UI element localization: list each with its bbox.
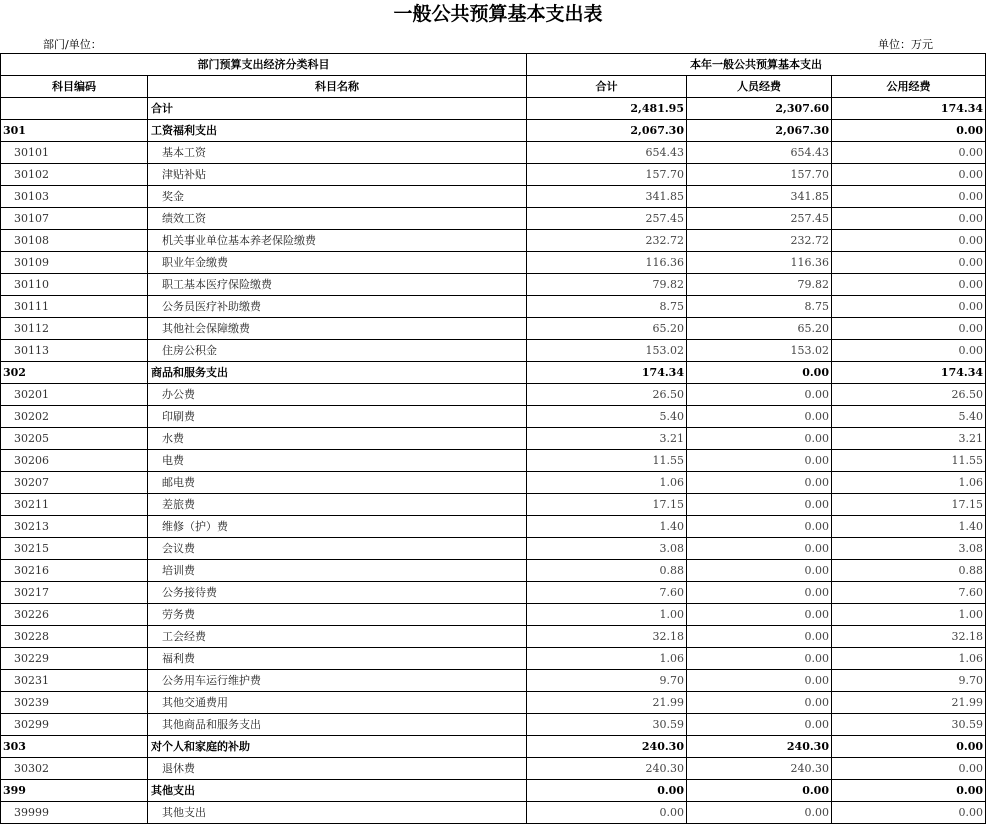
row-personnel: 79.82 [687,274,832,296]
row-name: 劳务费 [148,604,527,626]
row-code: 302 [1,362,148,384]
table-row [1,582,986,604]
row-code: 30302 [1,758,148,780]
row-code: 301 [1,120,148,142]
table-row [1,252,986,274]
row-total: 30.59 [527,714,687,736]
row-code: 30107 [1,208,148,230]
row-name: 合计 [148,98,527,120]
table-row [1,758,986,780]
table-row [1,538,986,560]
row-personnel: 0.00 [687,648,832,670]
row-personnel: 232.72 [687,230,832,252]
row-total: 21.99 [527,692,687,714]
row-code: 30299 [1,714,148,736]
row-name: 会议费 [148,538,527,560]
row-total: 1.06 [527,472,687,494]
table-row [1,362,986,384]
row-personnel: 153.02 [687,340,832,362]
row-personnel: 0.00 [687,802,832,824]
row-name: 工会经费 [148,626,527,648]
row-code: 30110 [1,274,148,296]
row-code: 30216 [1,560,148,582]
row-total: 17.15 [527,494,687,516]
row-public: 3.08 [832,538,986,560]
row-personnel: 157.70 [687,164,832,186]
header-group-row [1,54,986,76]
row-personnel: 0.00 [687,560,832,582]
row-code: 30206 [1,450,148,472]
table-row [1,208,986,230]
table-row [1,186,986,208]
row-public: 0.00 [832,274,986,296]
row-personnel: 0.00 [687,516,832,538]
row-personnel: 0.00 [687,604,832,626]
table-row [1,802,986,824]
row-public: 30.59 [832,714,986,736]
row-public: 1.06 [832,648,986,670]
table-row [1,626,986,648]
row-name: 奖金 [148,186,527,208]
row-name: 办公费 [148,384,527,406]
row-public: 174.34 [832,98,986,120]
table-row [1,472,986,494]
row-public: 9.70 [832,670,986,692]
row-public: 0.00 [832,736,986,758]
row-name: 机关事业单位基本养老保险缴费 [148,230,527,252]
table-row [1,384,986,406]
row-total: 0.00 [527,780,687,802]
row-code: 30111 [1,296,148,318]
row-name: 公务用车运行维护费 [148,670,527,692]
row-total: 240.30 [527,758,687,780]
row-name: 其他社会保障缴费 [148,318,527,340]
row-total: 7.60 [527,582,687,604]
row-personnel: 0.00 [687,362,832,384]
row-code: 39999 [1,802,148,824]
row-name: 住房公积金 [148,340,527,362]
row-personnel: 0.00 [687,406,832,428]
department-label: 部门/单位： [43,38,102,51]
row-personnel: 65.20 [687,318,832,340]
table-row [1,428,986,450]
row-total: 3.08 [527,538,687,560]
row-public: 21.99 [832,692,986,714]
row-public: 0.00 [832,802,986,824]
row-personnel: 0.00 [687,450,832,472]
header-personnel: 人员经费 [687,76,832,98]
table-row [1,450,986,472]
row-personnel: 0.00 [687,472,832,494]
table-row [1,120,986,142]
row-public: 0.00 [832,186,986,208]
row-public: 26.50 [832,384,986,406]
table-body [1,98,986,824]
row-total: 8.75 [527,296,687,318]
row-personnel: 0.00 [687,538,832,560]
row-code: 30103 [1,186,148,208]
row-total: 0.00 [527,802,687,824]
row-personnel: 0.00 [687,384,832,406]
row-personnel: 654.43 [687,142,832,164]
row-name: 公务接待费 [148,582,527,604]
row-personnel: 0.00 [687,582,832,604]
row-name: 其他支出 [148,802,527,824]
row-total: 116.36 [527,252,687,274]
row-personnel: 240.30 [687,736,832,758]
header-annual-expenditure: 本年一般公共预算基本支出 [527,54,986,76]
row-code: 30229 [1,648,148,670]
row-code: 399 [1,780,148,802]
row-total: 240.30 [527,736,687,758]
row-code: 30211 [1,494,148,516]
row-personnel: 116.36 [687,252,832,274]
unit-label: 单位：万元 [878,38,933,51]
row-personnel: 0.00 [687,626,832,648]
row-name: 基本工资 [148,142,527,164]
table-row [1,692,986,714]
row-public: 32.18 [832,626,986,648]
row-public: 0.00 [832,780,986,802]
row-personnel: 0.00 [687,428,832,450]
row-public: 0.00 [832,120,986,142]
table-row [1,230,986,252]
header-column-row [1,76,986,98]
row-total: 11.55 [527,450,687,472]
row-code: 30101 [1,142,148,164]
row-name: 水费 [148,428,527,450]
table-row [1,494,986,516]
table-row [1,98,986,120]
table-row [1,164,986,186]
row-personnel: 2,307.60 [687,98,832,120]
row-total: 5.40 [527,406,687,428]
header-total: 合计 [527,76,687,98]
row-public: 3.21 [832,428,986,450]
row-name: 退休费 [148,758,527,780]
row-code: 30215 [1,538,148,560]
row-public: 0.00 [832,318,986,340]
table-header [1,54,986,98]
header-name: 科目名称 [148,76,527,98]
row-public: 0.00 [832,208,986,230]
table-row [1,274,986,296]
row-total: 1.00 [527,604,687,626]
header-public: 公用经费 [832,76,986,98]
row-code: 30228 [1,626,148,648]
table-row [1,780,986,802]
row-public: 1.40 [832,516,986,538]
table-row [1,648,986,670]
page-title: 一般公共预算基本支出表 [393,3,603,25]
row-public: 11.55 [832,450,986,472]
row-name: 维修（护）费 [148,516,527,538]
row-code: 30231 [1,670,148,692]
row-name: 职业年金缴费 [148,252,527,274]
row-public: 5.40 [832,406,986,428]
table-row [1,406,986,428]
row-total: 153.02 [527,340,687,362]
row-name: 邮电费 [148,472,527,494]
row-total: 174.34 [527,362,687,384]
row-name: 公务员医疗补助缴费 [148,296,527,318]
row-public: 174.34 [832,362,986,384]
row-total: 232.72 [527,230,687,252]
table-row [1,516,986,538]
table-row [1,318,986,340]
row-personnel: 341.85 [687,186,832,208]
table-row [1,142,986,164]
row-name: 工资福利支出 [148,120,527,142]
table-row [1,604,986,626]
row-code: 30108 [1,230,148,252]
row-personnel: 0.00 [687,692,832,714]
row-personnel: 8.75 [687,296,832,318]
row-public: 0.00 [832,252,986,274]
row-personnel: 257.45 [687,208,832,230]
table-row [1,296,986,318]
row-public: 17.15 [832,494,986,516]
row-total: 257.45 [527,208,687,230]
table-row [1,714,986,736]
row-name: 其他交通费用 [148,692,527,714]
row-code: 30213 [1,516,148,538]
row-name: 培训费 [148,560,527,582]
row-name: 职工基本医疗保险缴费 [148,274,527,296]
row-total: 654.43 [527,142,687,164]
row-total: 2,067.30 [527,120,687,142]
row-public: 0.00 [832,164,986,186]
row-code: 30102 [1,164,148,186]
row-total: 0.88 [527,560,687,582]
row-total: 341.85 [527,186,687,208]
row-public: 0.00 [832,230,986,252]
row-total: 9.70 [527,670,687,692]
row-personnel: 2,067.30 [687,120,832,142]
row-code: 30201 [1,384,148,406]
row-public: 0.88 [832,560,986,582]
row-code: 30207 [1,472,148,494]
row-code: 30109 [1,252,148,274]
row-code: 30112 [1,318,148,340]
row-name: 津贴补贴 [148,164,527,186]
row-total: 26.50 [527,384,687,406]
row-total: 32.18 [527,626,687,648]
header-economic-class: 部门预算支出经济分类科目 [1,54,527,76]
row-code: 30202 [1,406,148,428]
row-public: 0.00 [832,296,986,318]
row-public: 0.00 [832,142,986,164]
row-name: 电费 [148,450,527,472]
row-name: 其他支出 [148,780,527,802]
row-public: 1.00 [832,604,986,626]
table-row [1,560,986,582]
row-total: 65.20 [527,318,687,340]
row-code: 30217 [1,582,148,604]
row-total: 79.82 [527,274,687,296]
row-name: 绩效工资 [148,208,527,230]
header-code: 科目编码 [1,76,148,98]
row-public: 0.00 [832,758,986,780]
row-code: 303 [1,736,148,758]
row-personnel: 240.30 [687,758,832,780]
row-name: 对个人和家庭的补助 [148,736,527,758]
row-personnel: 0.00 [687,494,832,516]
row-public: 0.00 [832,340,986,362]
row-name: 其他商品和服务支出 [148,714,527,736]
row-public: 1.06 [832,472,986,494]
row-name: 差旅费 [148,494,527,516]
row-name: 商品和服务支出 [148,362,527,384]
budget-table [0,53,986,824]
row-personnel: 0.00 [687,714,832,736]
row-name: 印刷费 [148,406,527,428]
row-total: 157.70 [527,164,687,186]
row-public: 7.60 [832,582,986,604]
table-row [1,736,986,758]
row-code: 30113 [1,340,148,362]
row-personnel: 0.00 [687,670,832,692]
row-total: 1.06 [527,648,687,670]
row-code [1,98,148,120]
row-personnel: 0.00 [687,780,832,802]
row-total: 1.40 [527,516,687,538]
table-row [1,670,986,692]
row-code: 30226 [1,604,148,626]
table-row [1,340,986,362]
row-name: 福利费 [148,648,527,670]
row-total: 2,481.95 [527,98,687,120]
row-total: 3.21 [527,428,687,450]
row-code: 30239 [1,692,148,714]
row-code: 30205 [1,428,148,450]
